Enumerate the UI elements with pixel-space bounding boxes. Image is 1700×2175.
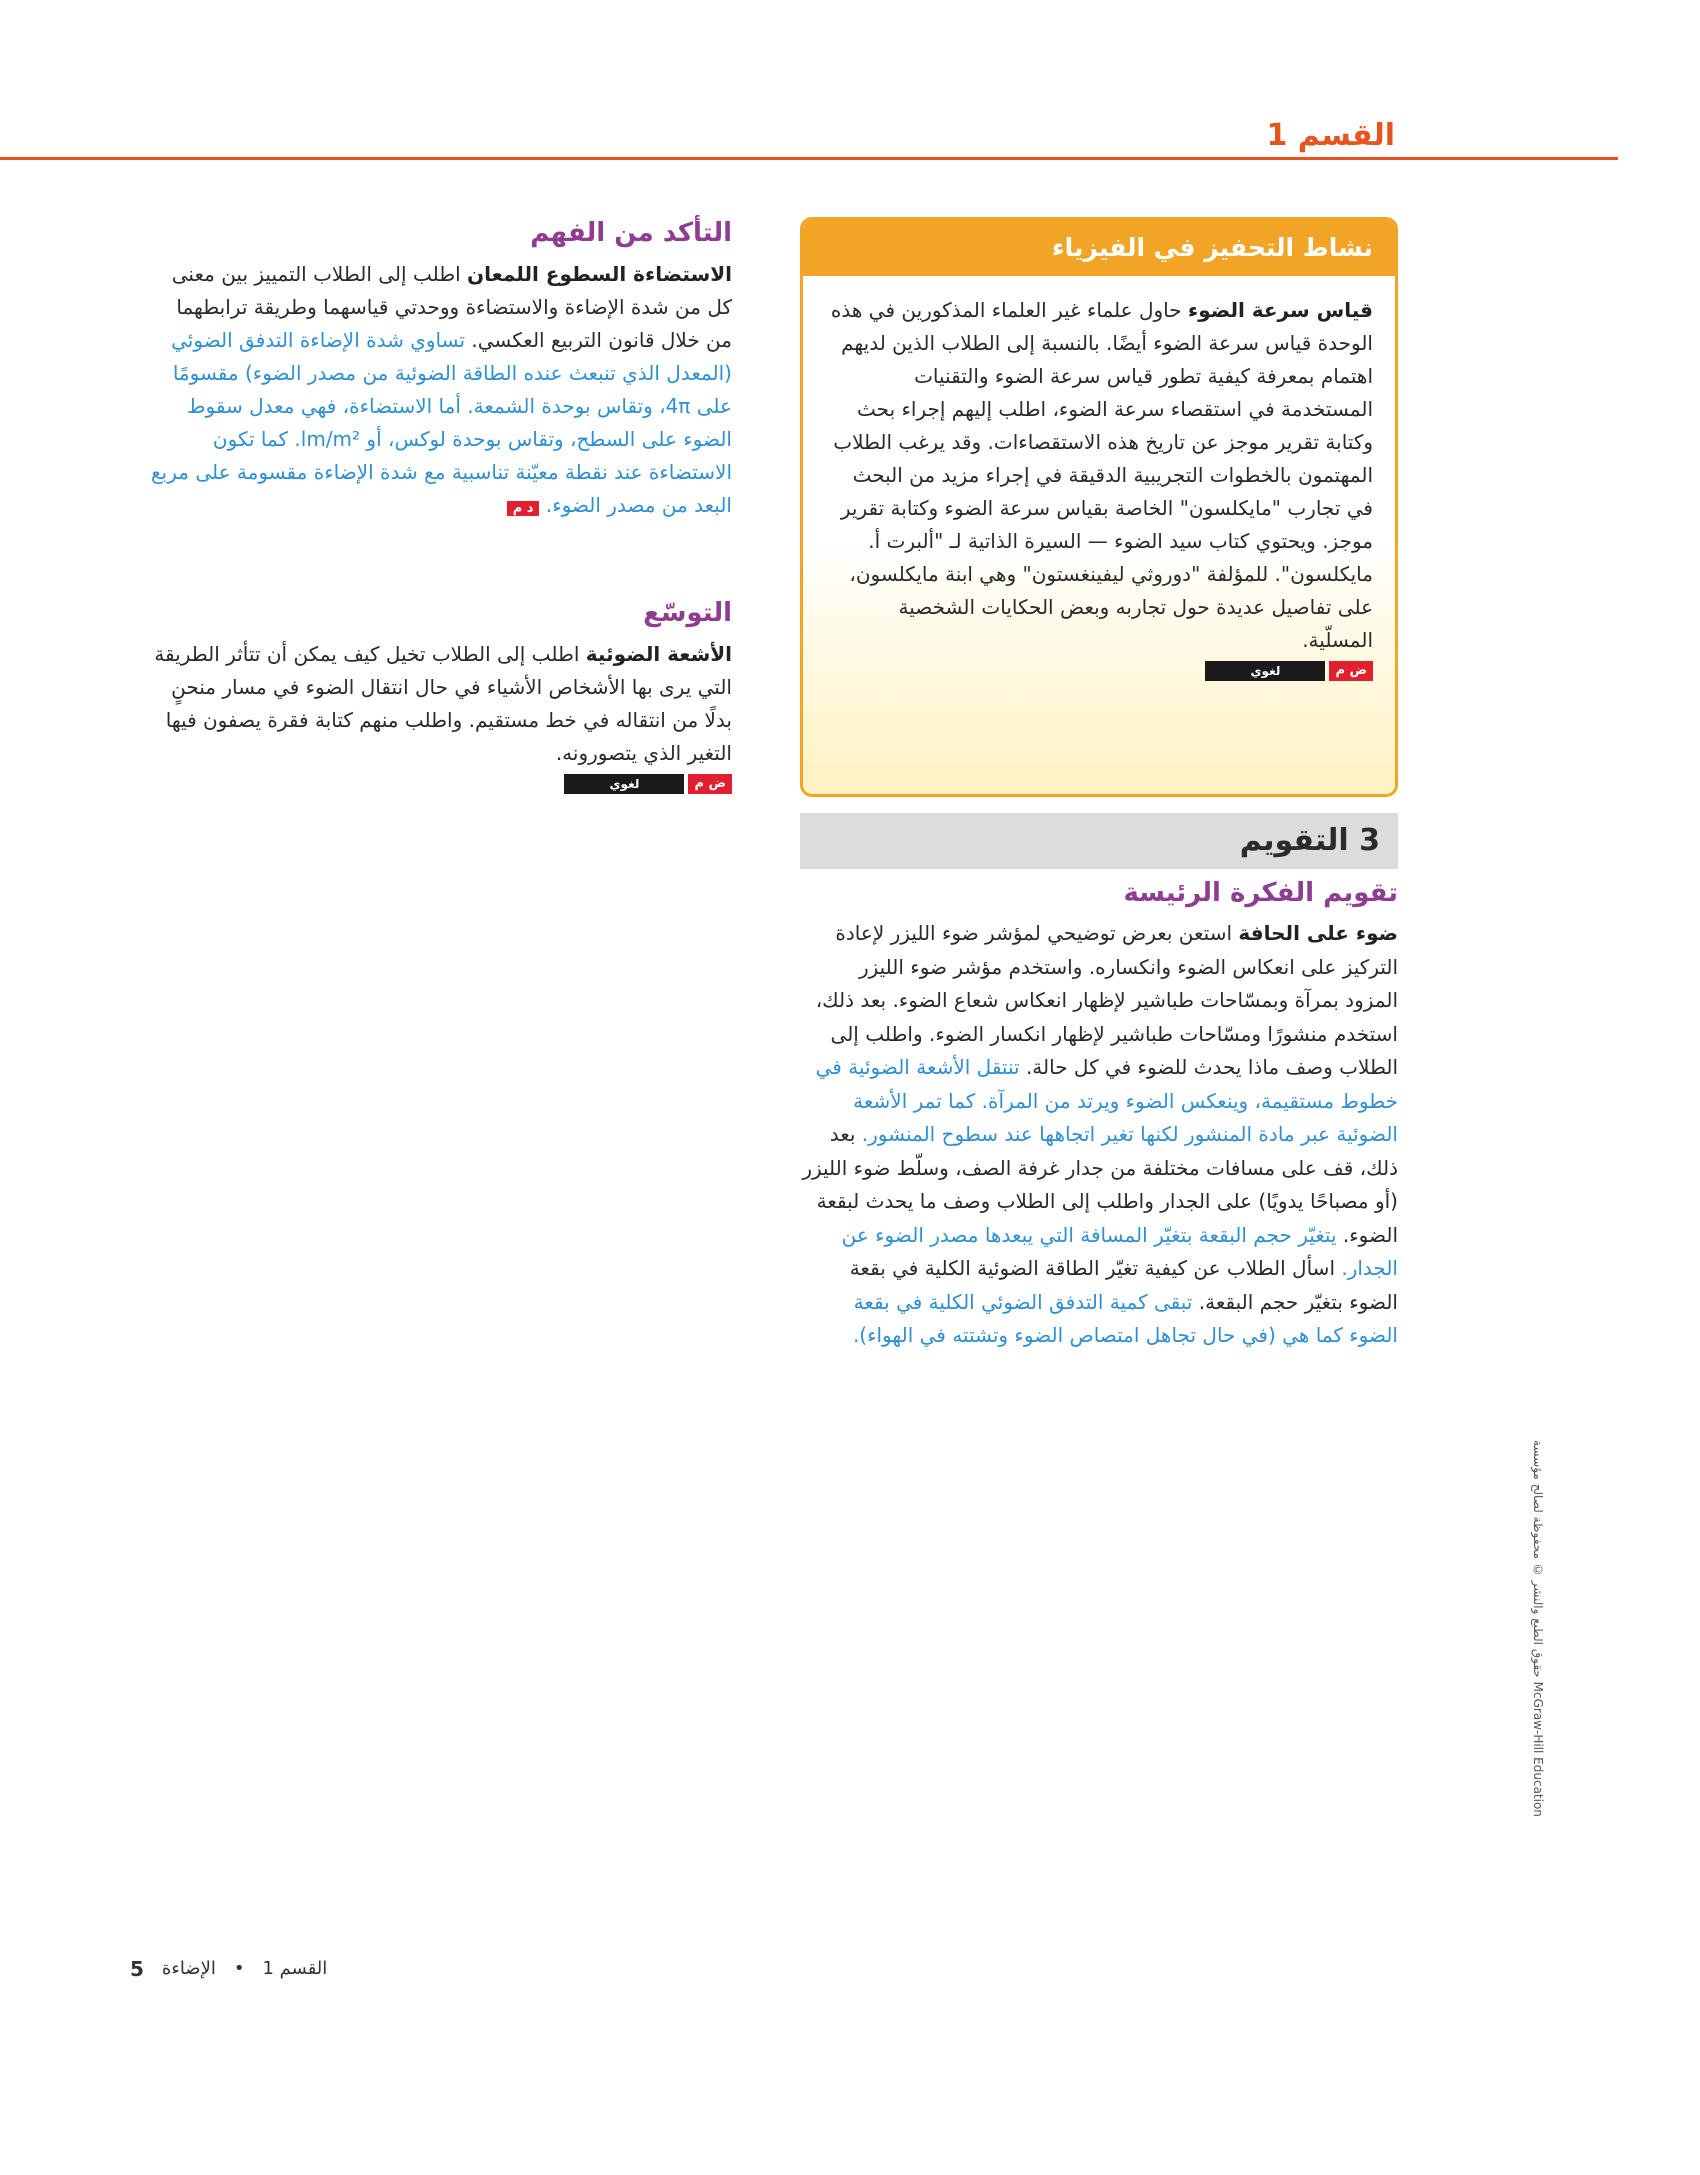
assessment-heading-bar — [800, 813, 1398, 869]
extend-ability-tag: ض م — [688, 774, 732, 794]
assessment-title: التقويم — [1239, 823, 1349, 858]
assessment-text-3: اسأل الطلاب عن كيفية تغيّر الطاقة الضوئية الكلية في بقعة الضوء بتغيّر حجم البقعة. — [849, 1256, 1398, 1314]
extend-title: التوسّع — [643, 598, 732, 628]
header-rule — [0, 157, 1618, 160]
assessment-subtitle: تقويم الفكرة الرئيسة — [1123, 878, 1398, 908]
extend-body — [150, 638, 732, 794]
assessment-answer-3: تبقى كمية التدفق الضوئي الكلية في بقعة الضوء كما هي (في حال تجاهل امتصاص الضوء وتشتته في الهواء). — [852, 1289, 1398, 1347]
check-title: التأكد من الفهم — [530, 218, 732, 248]
enrichment-body — [803, 276, 1395, 681]
enrichment-tags — [825, 661, 1373, 681]
page-footer — [130, 1954, 327, 1984]
assessment-text-2: بعد ذلك، قف على مسافات مختلفة من جدار غرفة الصف، وسلّط ضوء الليزر (أو مصباحًا يدويًا) على الجدار واطلب إلى الطلاب وصف ما يحدث لبقعة الضوء. — [802, 1122, 1398, 1247]
page-number: 5 — [130, 1957, 144, 1981]
enrichment-lead: قياس سرعة الضوء — [1187, 298, 1373, 322]
ability-tag: ض م — [1329, 661, 1373, 681]
assessment-body — [800, 917, 1398, 1353]
assessment-lead: ضوء على الحافة — [1238, 921, 1398, 945]
check-body — [150, 258, 732, 522]
learning-style-tag: لغوي — [1205, 661, 1325, 681]
section-header-title: القسم 1 — [1266, 118, 1395, 153]
enrichment-text: حاول علماء غير العلماء المذكورين في هذه الوحدة قياس سرعة الضوء أيضًا. بالنسبة إلى الطلاب الذين لديهم اهتمام بمعرفة كيفية تطور قياس سرعة الضوء والتقنيات المستخدمة في استقصاء سرعة الضوء، اطلب إليهم إجراء بحث وكتابة تقرير موجز عن تاريخ هذه الاستقصاءات. وقد يرغب الطلاب المهتمون بالخطوات التجريبية الدقيقة في إجراء مزيد من البحث في تجارب "مايكلسون" الخاصة بقياس سرعة الضوء وكتابة تقرير موجز. ويحتوي كتاب سيد الضوء — السيرة الذاتية لـ "ألبرت أ. مايكلسون". للمؤلفة "دوروثي ليفينغستون" وهي ابنة مايكلسون، على تفاصيل عديدة حول تجاربه وبعض الحكايات الشخصية المسلّية. — [830, 298, 1373, 652]
assessment-answer-2: يتغيّر حجم البقعة بتغيّر المسافة التي يبعدها مصدر الضوء عن الجدار. — [841, 1222, 1398, 1280]
assessment-text-1: استعن بعرض توضيحي لمؤشر ضوء الليزر لإعادة التركيز على انعكاس الضوء وانكساره. واستخدم مؤشر ضوء الليزر المزود بمرآة وبمسّاحات طباشير لإظهار انعكاس شعاع الضوء. بعد ذلك، استخدم منشورًا ومسّاحات طباشير لإظهار انكسار الضوء. واطلب إلى الطلاب وصف ماذا يحدث للضوء في كل حالة. — [815, 921, 1398, 1079]
copyright-credit: حقوق الطبع والنشر © محفوظة لصالح مؤسسة McGraw-Hill Education — [1531, 1440, 1545, 1817]
footer-chapter: الإضاءة — [161, 1958, 216, 1979]
extend-lead: الأشعة الضوئية — [585, 642, 732, 666]
footer-section: القسم 1 — [262, 1958, 328, 1979]
check-text: اطلب إلى الطلاب التمييز بين معنى كل من شدة الإضاءة والاستضاءة ووحدتي قياسهما وطريقة ترابطهما من خلال قانون التربيع العكسي. — [171, 262, 732, 352]
extend-style-tag: لغوي — [564, 774, 684, 794]
check-ability-tag: د م — [507, 501, 540, 516]
enrichment-box — [800, 217, 1398, 797]
assessment-number: 3 — [1359, 823, 1380, 858]
assessment-answer-1: تنتقل الأشعة الضوئية في خطوط مستقيمة، وينعكس الضوء ويرتد من المرآة. كما تمر الأشعة الضوئية عبر مادة المنشور لكنها تغير اتجاهها عند سطوح المنشور. — [815, 1055, 1398, 1146]
check-lead: الاستضاءة السطوع اللمعان — [467, 262, 732, 286]
extend-text: اطلب إلى الطلاب تخيل كيف يمكن أن تتأثر الطريقة التي يرى بها الأشخاص الأشياء في حال انتقال الضوء في مسار منحنٍ بدلًا من انتقاله في خط مستقيم. واطلب منهم كتابة فقرة يصفون فيها التغير الذي يتصورونه. — [154, 642, 732, 765]
footer-separator: • — [233, 1958, 245, 1979]
enrichment-title: نشاط التحفيز في الفيزياء — [803, 220, 1395, 276]
check-answer: تساوي شدة الإضاءة التدفق الضوئي (المعدل الذي تنبعث عنده الطاقة الضوئية من مصدر الضوء) مقسومًا على 4π، وتقاس بوحدة الشمعة. أما الاستضاءة، فهي معدل سقوط الضوء على السطح، وتقاس بوحدة لوكس، أو lm/m². كما تكون الاستضاءة عند نقطة معيّنة تناسبية مع شدة الإضاءة مقسومة على مربع البعد من مصدر الضوء. — [151, 328, 732, 517]
extend-tags — [150, 774, 732, 794]
